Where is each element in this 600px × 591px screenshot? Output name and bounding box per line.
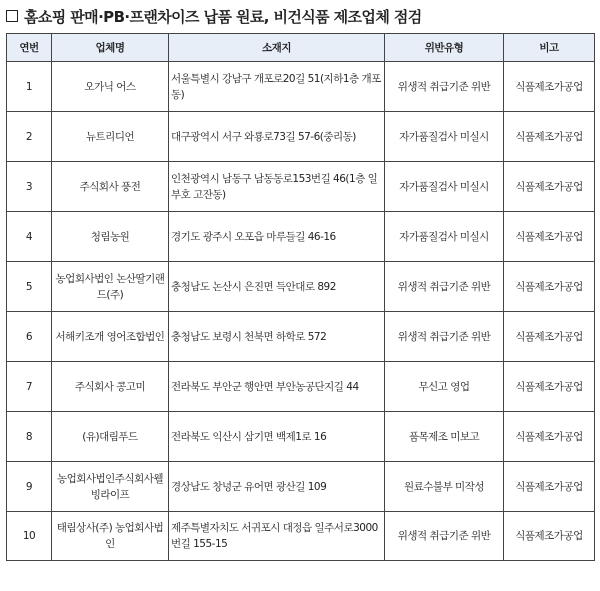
cell-company: 오가닉 어스: [52, 62, 169, 112]
cell-company: 농업회사법인 논산딸기랜드(주): [52, 262, 169, 312]
header-address: 소재지: [169, 34, 385, 62]
table-row: [7, 362, 595, 412]
checkbox-square-icon: [6, 10, 18, 22]
cell-note: 식품제조가공업: [504, 312, 595, 362]
header-violation: 위반유형: [385, 34, 504, 62]
cell-address: 전라북도 익산시 삼기면 백제1로 16: [169, 412, 385, 462]
cell-address: 서울특별시 강남구 개포로20길 51(지하1층 개포동): [169, 62, 385, 112]
cell-address: 충청남도 보령시 천북면 하학로 572: [169, 312, 385, 362]
cell-violation: 품목제조 미보고: [385, 412, 504, 462]
cell-number: 4: [7, 212, 52, 262]
table-header-row: [7, 34, 595, 62]
cell-note: 식품제조가공업: [504, 412, 595, 462]
cell-note: 식품제조가공업: [504, 162, 595, 212]
cell-number: 2: [7, 112, 52, 162]
cell-address: 전라북도 부안군 행안면 부안농공단지길 44: [169, 362, 385, 412]
header-note: 비고: [504, 34, 595, 62]
violations-table: [6, 33, 595, 561]
cell-company: 농업회사법인주식회사웰빙라이프: [52, 462, 169, 512]
cell-violation: 위생적 취급기준 위반: [385, 62, 504, 112]
cell-address: 충청남도 논산시 은진면 득안대로 892: [169, 262, 385, 312]
table-row: [7, 312, 595, 362]
page-title: [6, 4, 422, 28]
cell-violation: 위생적 취급기준 위반: [385, 262, 504, 312]
cell-note: 식품제조가공업: [504, 212, 595, 262]
table-row: [7, 512, 595, 561]
cell-company: 서해키조개 영어조합법인: [52, 312, 169, 362]
table-row: [7, 262, 595, 312]
cell-violation: 원료수불부 미작성: [385, 462, 504, 512]
cell-address: 제주특별자치도 서귀포시 대정읍 일주서로3000번길 155-15: [169, 512, 385, 561]
table-row: [7, 212, 595, 262]
table-row: [7, 162, 595, 212]
cell-company: 태림상사(주) 농업회사법인: [52, 512, 169, 561]
cell-violation: 자가품질검사 미실시: [385, 162, 504, 212]
table-row: [7, 462, 595, 512]
cell-violation: 무신고 영업: [385, 362, 504, 412]
cell-address: 경기도 광주시 오포읍 마루들길 46-16: [169, 212, 385, 262]
cell-number: 1: [7, 62, 52, 112]
cell-number: 9: [7, 462, 52, 512]
cell-violation: 자가품질검사 미실시: [385, 112, 504, 162]
cell-number: 8: [7, 412, 52, 462]
cell-violation: 위생적 취급기준 위반: [385, 312, 504, 362]
table-row: [7, 62, 595, 112]
header-company: 업체명: [52, 34, 169, 62]
cell-note: 식품제조가공업: [504, 462, 595, 512]
cell-number: 6: [7, 312, 52, 362]
cell-company: 청림농원: [52, 212, 169, 262]
cell-number: 5: [7, 262, 52, 312]
cell-company: (유)대림푸드: [52, 412, 169, 462]
cell-address: 인천광역시 남동구 남동동로153번길 46(1층 일부호 고잔동): [169, 162, 385, 212]
cell-note: 식품제조가공업: [504, 112, 595, 162]
cell-note: 식품제조가공업: [504, 62, 595, 112]
cell-address: 경상남도 창녕군 유어면 광산길 109: [169, 462, 385, 512]
table-row: [7, 412, 595, 462]
cell-number: 3: [7, 162, 52, 212]
cell-number: 7: [7, 362, 52, 412]
cell-company: 뉴트리디언: [52, 112, 169, 162]
cell-violation: 위생적 취급기준 위반: [385, 512, 504, 561]
cell-address: 대구광역시 서구 와룡로73길 57-6(중리동): [169, 112, 385, 162]
header-number: 연번: [7, 34, 52, 62]
table-row: [7, 112, 595, 162]
cell-number: 10: [7, 512, 52, 561]
cell-note: 식품제조가공업: [504, 262, 595, 312]
cell-note: 식품제조가공업: [504, 512, 595, 561]
page-title-text: 홈쇼핑 판매·PB·프랜차이즈 납품 원료, 비건식품 제조업체 점검: [24, 7, 422, 26]
cell-violation: 자가품질검사 미실시: [385, 212, 504, 262]
cell-company: 주식회사 풍전: [52, 162, 169, 212]
cell-note: 식품제조가공업: [504, 362, 595, 412]
cell-company: 주식회사 콩고미: [52, 362, 169, 412]
